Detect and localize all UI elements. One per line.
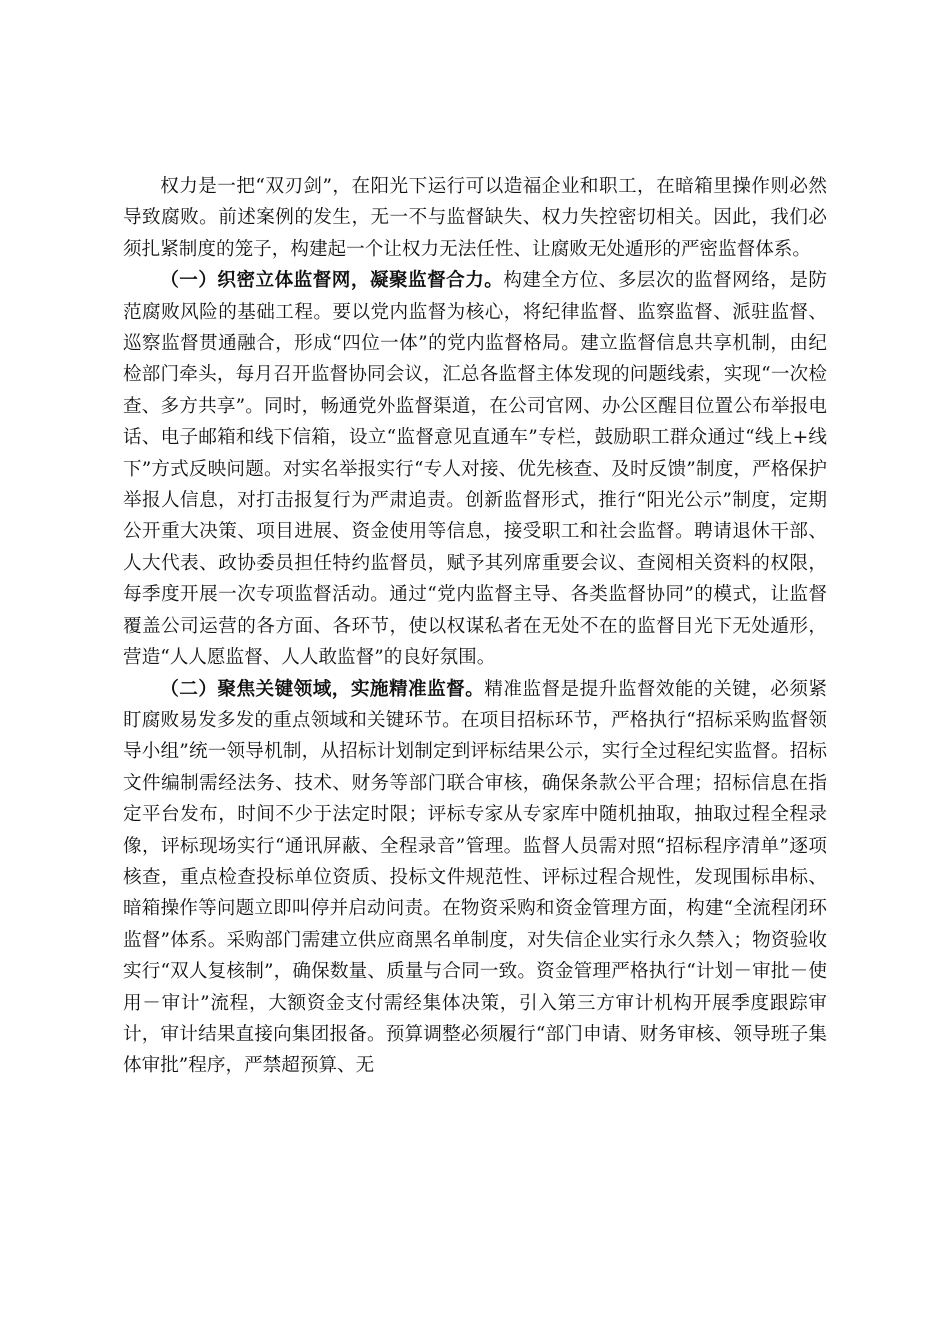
document-body: [123, 171, 827, 1082]
section-heading: （一）织密立体监督网，凝聚监督合力。: [160, 270, 504, 292]
paragraph-section-2: [123, 674, 827, 1082]
paragraph-intro: [123, 171, 827, 265]
paragraph-section-1: [123, 265, 827, 673]
section-heading: （二）聚焦关键领域，实施精准监督。: [160, 678, 485, 700]
paragraph-text: 构建全方位、多层次的监督网络，是防范腐败风险的基础工程。要以党内监督为核心，将纪律监督、监察监督、派驻监督、巡察监督贯通融合，形成“四位一体”的党内监督格局。建立监督信息共享机制，由纪检部门牵头，每月召开监督协同会议，汇总各监督主体发现的问题线索，实现“一次检查、多方共享”。同时，畅通党外监督渠道，在公司官网、办公区醒目位置公布举报电话、电子邮箱和线下信箱，设立“监督意见直通车”专栏，鼓励职工群众通过“线上+线下”方式反映问题。对实名举报实行“专人对接、优先核查、及时反馈”制度，严格保护举报人信息，对打击报复行为严肃追责。创新监督形式，推行“阳光公示”制度，定期公开重大决策、项目进展、资金使用等信息，接受职工和社会监督。聘请退休干部、人大代表、政协委员担任特约监督员，赋予其列席重要会议、查阅相关资料的权限，每季度开展一次专项监督活动。通过“党内监督主导、各类监督协同”的模式，让监督覆盖公司运营的各方面、各环节，使以权谋私者在无处不在的监督目光下无处遁形，营造“人人愿监督、人人敢监督”的良好氛围。: [123, 270, 827, 669]
paragraph-text: 精准监督是提升监督效能的关键，必须紧盯腐败易发多发的重点领域和关键环节。在项目招标环节，严格执行“招标采购监督领导小组”统一领导机制，从招标计划制定到评标结果公示，实行全过程纪实监督。招标文件编制需经法务、技术、财务等部门联合审核，确保条款公平合理；招标信息在指定平台发布，时间不少于法定时限；评标专家从专家库中随机抽取，抽取过程全程录像，评标现场实行“通讯屏蔽、全程录音”管理。监督人员需对照“招标程序清单”逐项核查，重点检查投标单位资质、投标文件规范性、评标过程合规性，发现围标串标、暗箱操作等问题立即叫停并启动问责。在物资采购和资金管理方面，构建“全流程闭环监督”体系。采购部门需建立供应商黑名单制度，对失信企业实行永久禁入；物资验收实行“双人复核制”，确保数量、质量与合同一致。资金管理严格执行“计划－审批－使用－审计”流程，大额资金支付需经集体决策，引入第三方审计机构开展季度跟踪审计，审计结果直接向集团报备。预算调整必须履行“部门申请、财务审核、领导班子集体审批”程序，严禁超预算、无: [123, 678, 827, 1077]
paragraph-text: 权力是一把“双刃剑”，在阳光下运行可以造福企业和职工，在暗箱里操作则必然导致腐败。前述案例的发生，无一不与监督缺失、权力失控密切相关。因此，我们必须扎紧制度的笼子，构建起一个让权力无法任性、让腐败无处遁形的严密监督体系。: [123, 176, 827, 260]
